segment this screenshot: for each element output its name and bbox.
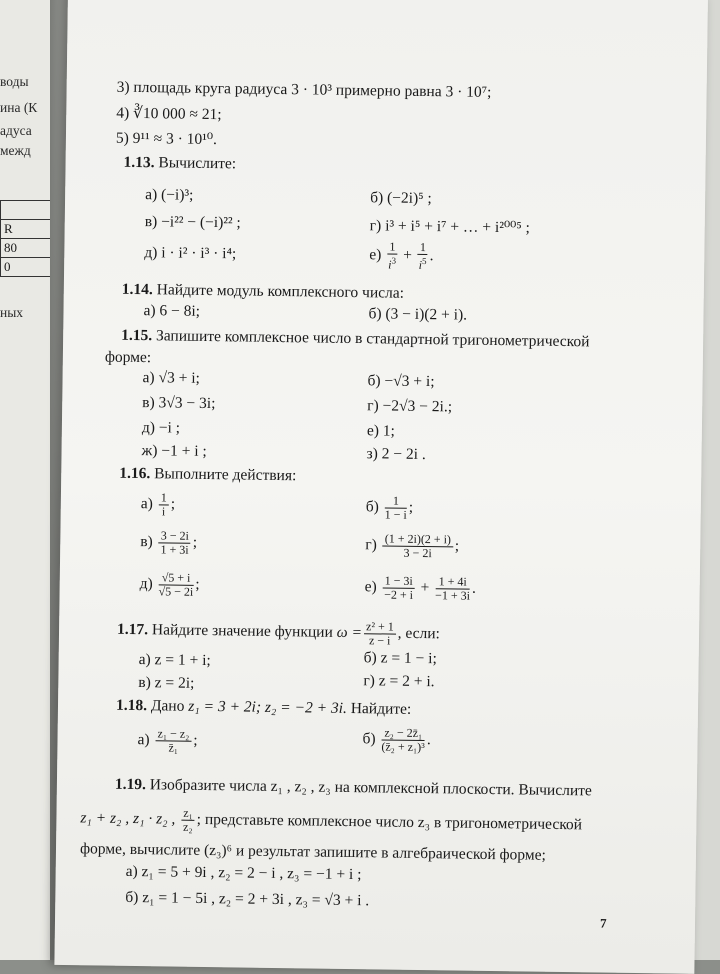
problem-1-18-b: б) $\frac{\text{z₂ − 2z̄₁}}{\text{(z̄₂ + z₁)³}}$ . [362,725,431,755]
problem-1-16-v: в) $\frac{3 - 2i}{1 + 3i}$ ; [140,528,198,557]
underlying-text: адуса [0,123,32,138]
problem-1-15-e: е) 1; [366,422,395,440]
underlying-text: воды [0,74,29,89]
problem-1-16-a: а) $\frac{1}{i}$ ; [140,490,176,519]
underlying-text: ных [0,305,24,320]
problem-1-15-d: д) −i ; [141,419,181,437]
problem-1-16-title: 1.16. Выполните действия: [119,464,297,485]
underlying-text: межд [0,143,31,158]
problem-1-18-a: а) $\frac{\text{z₁ − z₂}}{\text{z̄₁}}$ ; [137,726,198,755]
problem-1-15-zh: ж) −1 + i ; [141,442,207,460]
textbook-page [54,0,708,974]
problem-1-13-b: б) (−2i)⁵ ; [370,189,432,208]
problem-1-17-b: б) z = 1 − i; [363,649,437,668]
problem-1-15-b: б) −√3 + i; [367,372,435,391]
problem-1-14-b: б) (3 − i)(2 + i). [368,305,468,324]
show-through-text [581,87,697,488]
problem-1-18-title: 1.18. Дано z₁ = 3 + 2i; z₂ = −2 + 3i. Найдите: [115,696,412,718]
table-cell: 0 [1,258,70,277]
problem-1-17-v: в) z = 2i; [138,674,195,692]
problem-1-17-a: а) z = 1 + i; [138,651,211,670]
problem-1-19-line2: z₁ + z₂ , z₁ · z₂ , $\frac{\text{z₁}}{\text{z₂}}$ ; представьте комплексное число z₃ в тригонометрической [80,805,583,834]
item-1-12-5: 5) 9¹¹ ≈ 3 · 10¹⁰. [115,129,218,149]
problem-1-13-v: в) −i²² − (−i)²² ; [144,213,241,232]
problem-1-14-title: 1.14. Найдите модуль комплексного числа: [121,280,405,302]
problem-1-15-g: г) −2√3 − 2i.; [367,397,453,416]
problem-1-13-a: а) (−i)³; [145,186,194,204]
problem-1-15-title2: форме: [104,348,152,367]
item-1-12-3: 3) площадь круга радиуса 3 · 10³ примерно равна 3 · 10⁷; [116,78,492,101]
problem-1-15-z: з) 2 − 2i . [366,445,426,464]
problem-1-13-e: е) $\frac{1}{i^3}$ + $\frac{1}{i^5}$ . [369,239,434,272]
problem-1-19-line3: форме, вычислите (z₃)⁶ и результат запишите в алгебраической форме; [79,840,546,864]
problem-1-15-a: а) √3 + i; [142,369,200,387]
problem-1-17-title: 1.17. Найдите значение функции ω = $\frac{\text{z² + 1}}{z - i}$ , если: [116,619,441,648]
underlying-text: ина (К [0,100,38,115]
problem-1-16-b: б) $\frac{1}{1 - i}$ ; [365,493,414,522]
problem-1-19-a: а) z₁ = 5 + 9i , z₂ = 2 − i , z₃ = −1 + i ; [125,862,362,884]
problem-1-16-d: д) $\frac{√5 + i}{√5 - 2i}$ ; [139,570,200,599]
problem-1-19-line1: 1.19. Изобразите числа z₁ , z₂ , z₃ на комплексной плоскости. Вычислите [114,775,592,800]
problem-1-13-d: д) i · i² · i³ · i⁴; [144,244,237,263]
table-cell: 80 [1,239,70,258]
page-number: 7 [599,915,607,931]
problem-1-16-g: г) $\frac{(1 + 2i)(2 + i)}{3 - 2i}$ ; [365,531,460,561]
problem-1-15-title: 1.15. Запишите комплексное число в стандартной тригонометрической [121,326,590,351]
problem-1-13-title: 1.13. Вычислите: [123,153,237,173]
problem-1-13-g: г) i³ + i⁵ + i⁷ + … + i²⁰⁰⁵ ; [369,217,531,237]
table-cell: R [1,220,70,239]
problem-1-17-g: г) z = 2 + i. [363,672,435,691]
problem-1-15-v: в) 3√3 − 3i; [142,394,216,413]
problem-1-16-e: е) $\frac{1 - 3i}{-2 + i}$ + $\frac{1 + 4i}{-1 + 3i}$ . [364,573,477,603]
item-1-12-4: 4) ∛10 000 ≈ 21; [116,104,222,124]
problem-1-19-b: б) z₁ = 1 − 5i , z₂ = 2 + 3i , z₃ = √3 + i . [125,888,370,910]
problem-1-14-a: а) 6 − 8i; [143,302,201,320]
